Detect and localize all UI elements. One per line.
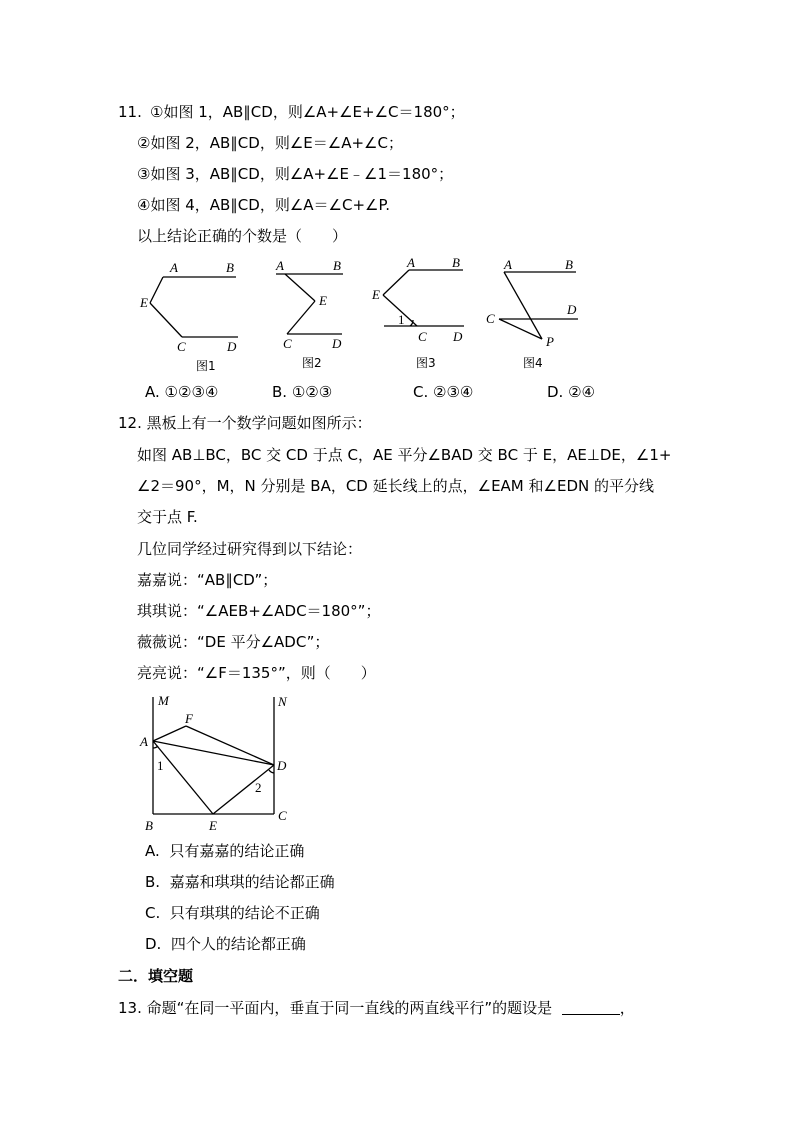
q12-label-f: F (185, 711, 193, 726)
q11-option-b[interactable]: B. ①②③ (272, 383, 333, 401)
q12-claim-weiwei: 薇薇说：“DE 平分∠ADC”； (137, 633, 330, 651)
q12-claim-qiqi: 琪琪说：“∠AEB+∠ADC＝180°”； (137, 602, 381, 620)
q12-paragraph-3: 交于点 F. (137, 508, 198, 526)
fig4-label-b: B (565, 257, 573, 272)
q12-option-b[interactable]: B. 嘉嘉和琪琪的结论都正确 (145, 873, 335, 891)
q12-claim-jiajia: 嘉嘉说：“AB∥CD”； (137, 571, 278, 589)
fig1-label-c: C (177, 339, 186, 354)
fig3-label-b: B (452, 255, 460, 270)
q11-number: 11. (118, 103, 142, 121)
fig1-label-d: D (227, 339, 237, 354)
q12-option-a[interactable]: A. 只有嘉嘉的结论正确 (145, 842, 305, 860)
q11-option-a[interactable]: A. ①②③④ (145, 383, 219, 401)
q12-label-d: D (277, 758, 287, 773)
fig4-label-c: C (486, 311, 495, 326)
q12-label-n: N (278, 694, 287, 709)
fig2-label-c: C (283, 336, 292, 351)
q11-prompt: 以上结论正确的个数是（ ） (137, 227, 348, 245)
fig1-label-b: B (226, 260, 234, 275)
fig3-caption: 图3 (416, 356, 436, 370)
fig4-label-a: A (504, 257, 512, 272)
q12-label-e: E (209, 818, 217, 833)
q11-option-d[interactable]: D. ②④ (547, 383, 596, 401)
fig2-label-b: B (333, 258, 341, 273)
fig4-label-d: D (567, 302, 577, 317)
fig3-label-e: E (372, 287, 380, 302)
fig2-label-e: E (319, 293, 327, 308)
q12-option-c[interactable]: C. 只有琪琪的结论不正确 (145, 904, 320, 922)
figure-1 (150, 277, 238, 337)
fig1-label-e: E (140, 295, 148, 310)
q11-statement-4: ④如图 4，AB∥CD，则∠A＝∠C+∠P. (137, 196, 390, 214)
q11-option-c[interactable]: C. ②③④ (413, 383, 474, 401)
fig3-label-a: A (407, 255, 415, 270)
q11-statement-3: ③如图 3，AB∥CD，则∠A+∠E﹣∠1＝180°； (137, 165, 454, 183)
q12-paragraph-4: 几位同学经过研究得到以下结论： (137, 540, 363, 558)
q12-label-b: B (145, 818, 153, 833)
q11-statement-1: ①如图 1，AB∥CD，则∠A+∠E+∠C＝180°； (150, 103, 465, 121)
fig2-caption: 图2 (302, 356, 322, 370)
fig1-caption: 图1 (196, 359, 216, 373)
q11-statement-2: ②如图 2，AB∥CD，则∠E＝∠A+∠C； (137, 134, 403, 152)
q12-label-2: 2 (255, 780, 262, 795)
q12-option-d[interactable]: D. 四个人的结论都正确 (145, 935, 306, 953)
q12-paragraph-1: 如图 AB⊥BC，BC 交 CD 于点 C，AE 平分∠BAD 交 BC 于 E，AE⊥DE，∠1+ (137, 446, 672, 464)
figure-2 (276, 274, 343, 334)
fig2-label-d: D (332, 336, 342, 351)
figure-3 (383, 270, 464, 326)
q12-label-1: 1 (157, 758, 164, 773)
q12-paragraph-2: ∠2＝90°，M，N 分别是 BA，CD 延长线上的点，∠EAM 和∠EDN 的平分线 (137, 477, 654, 495)
q12-label-a: A (140, 734, 148, 749)
q12-header: 12. 黑板上有一个数学问题如图所示： (118, 414, 372, 432)
fig3-label-1: 1 (398, 312, 405, 327)
fig1-label-a: A (170, 260, 178, 275)
fig3-label-d: D (453, 329, 463, 344)
section-heading: 二．填空题 (118, 967, 194, 985)
q12-label-m: M (158, 693, 169, 708)
q12-figure (135, 690, 305, 840)
fig3-label-c: C (418, 329, 427, 344)
fig4-label-p: P (546, 334, 554, 349)
q12-claim-liangliang: 亮亮说：“∠F＝135°”，则（ ） (137, 664, 376, 682)
q13-answer-blank[interactable] (562, 1000, 620, 1015)
fig4-caption: 图4 (523, 356, 543, 370)
q13-text: 13. 命题“在同一平面内，垂直于同一直线的两直线平行”的题设是 ， (118, 999, 635, 1017)
q12-label-c: C (278, 808, 287, 823)
fig2-label-a: A (276, 258, 284, 273)
q11-figures (130, 255, 610, 375)
